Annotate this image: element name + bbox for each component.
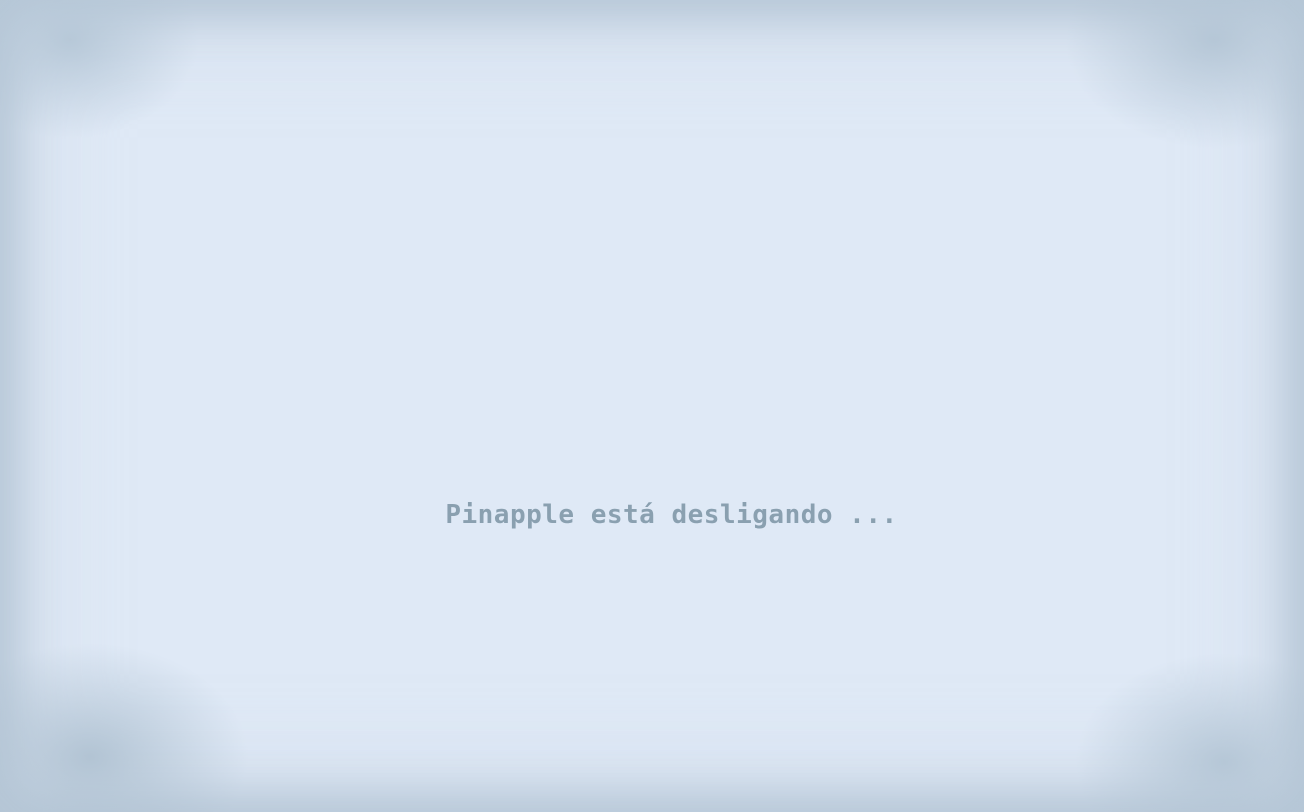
vignette-corner-bottom-right — [1074, 652, 1304, 812]
vignette-corner-top-left — [0, 0, 200, 140]
vignette-corner-bottom-left — [0, 642, 250, 812]
shutdown-status-message: Pinapple está desligando ... — [445, 500, 898, 530]
vignette-corner-top-right — [1064, 0, 1304, 150]
